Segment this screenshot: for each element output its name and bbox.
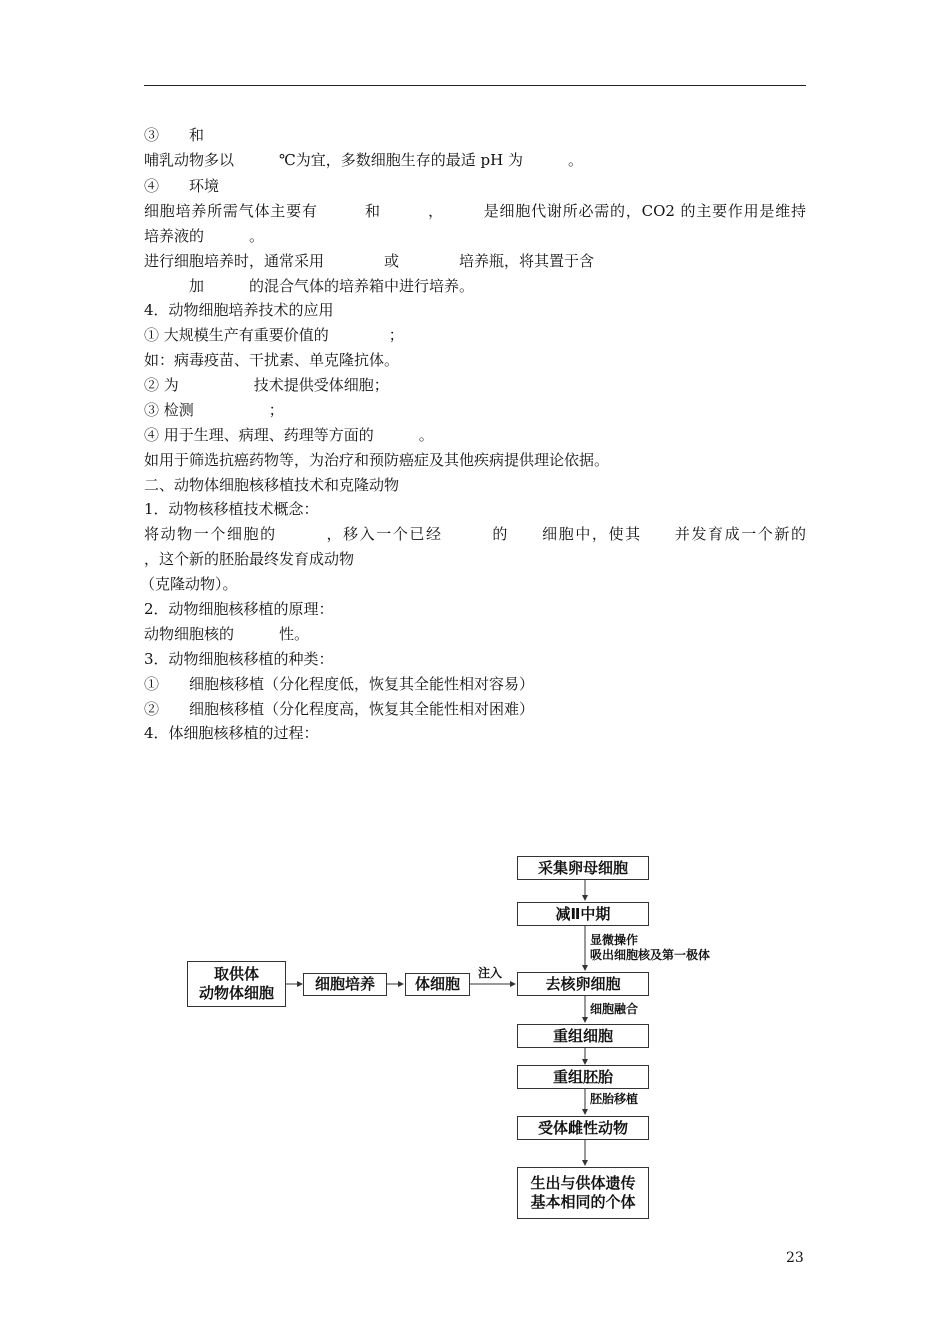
text-line: 细胞培养所需气体主要有 和 ， 是细胞代谢所必需的，CO2 的主要作用是维持 xyxy=(144,202,806,220)
text-line: ① 大规模生产有重要价值的 ； xyxy=(144,326,404,344)
somatic-cell-box: 体细胞 xyxy=(405,973,470,996)
page-number: 23 xyxy=(786,1250,804,1266)
section-heading: 二、动物体细胞核移植技术和克隆动物 xyxy=(144,476,400,494)
mii-stage-box: 减Ⅱ中期 xyxy=(517,902,649,926)
text-line: 4．体细胞核移植的过程： xyxy=(144,724,319,742)
text-line: 3．动物细胞核移植的种类： xyxy=(144,650,334,668)
text-line: ③ 和 xyxy=(144,126,205,144)
collect-oocyte-box: 采集卵母细胞 xyxy=(517,856,649,880)
text-line: ② 为 技术提供受体细胞； xyxy=(144,376,389,394)
text-line: 4．动物细胞培养技术的应用 xyxy=(144,301,334,319)
text-line: ④ 环境 xyxy=(144,177,220,195)
embryo-transfer-label: 胚胎移植 xyxy=(590,1092,639,1106)
text-line: 1．动物核移植技术概念： xyxy=(144,500,319,518)
text-line: 动物细胞核的 性。 xyxy=(144,625,310,643)
text-line: （克隆动物）。 xyxy=(140,575,238,593)
cell-culture-box: 细胞培养 xyxy=(303,973,387,996)
text-line: ④ 用于生理、病理、药理等方面的 。 xyxy=(144,426,434,444)
text-line: 2．动物细胞核移植的原理： xyxy=(144,600,334,618)
text-line: ② 细胞核移植（分化程度高，恢复其全能性相对困难） xyxy=(144,700,535,718)
text-line: 进行细胞培养时，通常采用 或 培养瓶，将其置于含 xyxy=(144,252,595,270)
text-line: 如：病毒疫苗、干扰素、单克隆抗体。 xyxy=(144,351,400,369)
micromanipulation-label: 显微操作 吸出细胞核及第一极体 xyxy=(590,933,711,962)
text-line: 哺乳动物多以 ℃为宜，多数细胞生存的最适 pH 为 。 xyxy=(144,151,584,169)
recipient-female-box: 受体雌性动物 xyxy=(517,1116,649,1140)
text-line: ③ 检测 ； xyxy=(144,401,284,419)
text-line: ，这个新的胚胎最终发育成动物 xyxy=(144,550,355,568)
text-line: ① 细胞核移植（分化程度低，恢复其全能性相对容易） xyxy=(144,675,535,693)
enucleated-oocyte-box: 去核卵细胞 xyxy=(517,972,649,996)
recombined-embryo-box: 重组胚胎 xyxy=(517,1065,649,1089)
text-line: 加 的混合气体的培养箱中进行培养。 xyxy=(144,277,475,295)
text-line: 培养液的 。 xyxy=(144,227,265,245)
text-line: 如用于筛选抗癌药物等，为治疗和预防癌症及其他疾病提供理论依据。 xyxy=(144,451,610,469)
text-line: 将动物一个细胞的 ，移入一个已经 的 细胞中，使其 并发育成一个新的 xyxy=(144,525,806,543)
offspring-box: 生出与供体遗传 基本相同的个体 xyxy=(517,1167,649,1219)
donor-cell-box: 取供体 动物体细胞 xyxy=(187,961,286,1007)
recombined-cell-box: 重组细胞 xyxy=(517,1024,649,1048)
cell-fusion-label: 细胞融合 xyxy=(590,1002,639,1016)
inject-label: 注入 xyxy=(478,966,503,980)
